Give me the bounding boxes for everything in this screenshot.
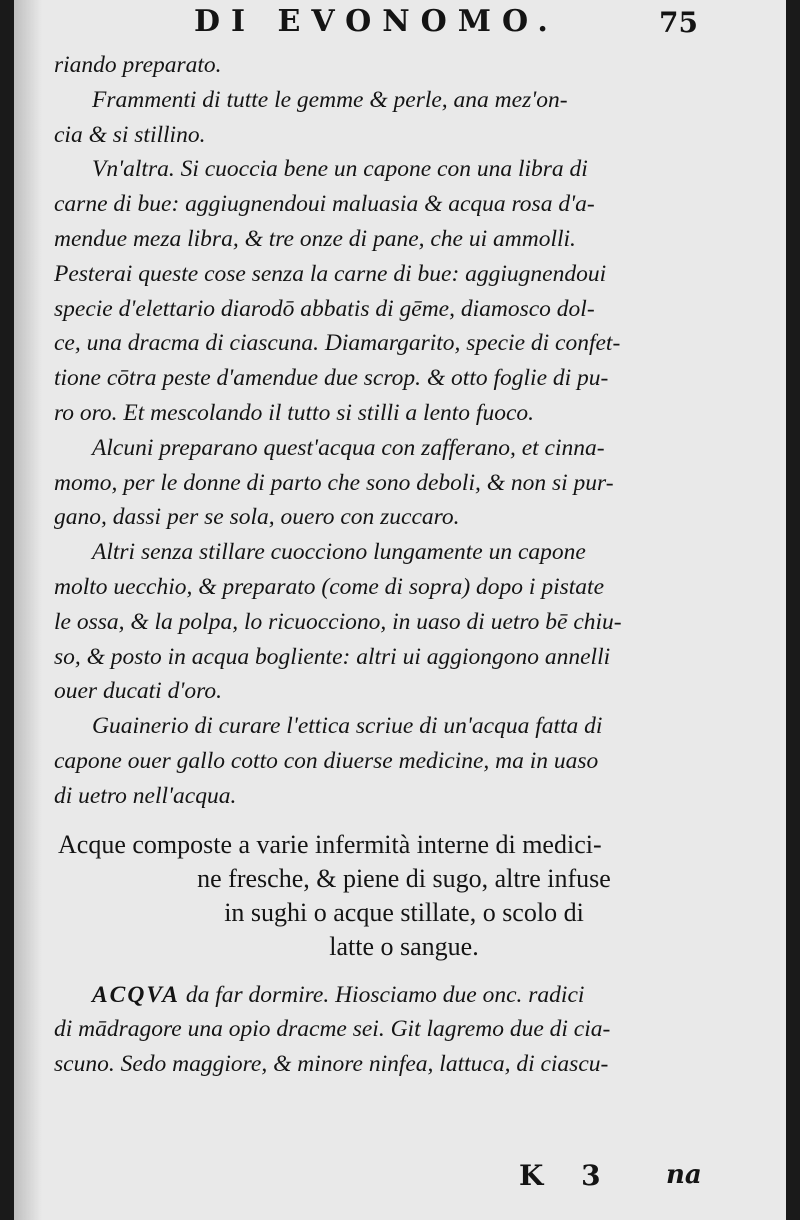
- text-line: Vn'altra. Si cuoccia bene un capone con una libra di: [92, 156, 588, 183]
- section-heading: [54, 828, 754, 964]
- text-line: le ossa, & la polpa, lo ricuocciono, in uaso di uetro bē chiu-: [54, 608, 622, 635]
- text-line: Alcuni preparano quest'acqua con zafferano, et cinna-: [92, 434, 605, 461]
- paragraph-altri: [54, 535, 754, 709]
- paragraph-guainerio: [54, 709, 754, 813]
- text-line: tione cōtra peste d'amendue due scrop. & otto foglie di pu-: [54, 365, 609, 392]
- text-line: so, & posto in acqua bogliente: altri ui aggiongono annelli: [54, 643, 611, 670]
- text-line: di mādragore una opio dracme sei. Git lagremo due di cia-: [54, 1016, 611, 1043]
- text-line: ce, una dracma di ciascuna. Diamargarito, specie di confet-: [54, 330, 621, 357]
- paragraph-vnaltra: [54, 152, 754, 430]
- text-line: molto uecchio, & preparato (come di sopra) dopo i pistate: [54, 573, 605, 600]
- text-line: capone ouer gallo cotto con diuerse medicine, ma in uaso: [54, 747, 599, 774]
- text-line: riando preparato.: [54, 52, 222, 78]
- text-line: [54, 978, 754, 1013]
- paragraph-continuation: [54, 48, 754, 83]
- text-line: ouer ducati d'oro.: [54, 678, 222, 705]
- text-line: Guainerio di curare l'ettica scriue di un'acqua fatta di: [92, 713, 603, 740]
- text-line: scuno. Sedo maggiore, & minore ninfea, lattuca, di ciascu-: [54, 1051, 609, 1078]
- text-line: Frammenti di tutte le gemme & perle, ana mez'on-: [92, 86, 568, 113]
- heading-line: in sughi o acque stillate, o scolo di: [224, 897, 584, 927]
- page-footer: [14, 1152, 786, 1192]
- page-header: [14, 0, 786, 46]
- text-line: carne di bue: aggiugnendoui maluasia & acqua rosa d'a-: [54, 191, 595, 218]
- text-line: di uetro nell'acqua.: [54, 782, 237, 809]
- heading-line: ne fresche, & piene di sugo, altre infuse: [197, 863, 611, 893]
- text-line: Altri senza stillare cuocciono lungamente un capone: [92, 539, 586, 566]
- paragraph-frammenti: [54, 83, 754, 153]
- text-line: specie d'elettario diarodō abbatis di gēme, diamosco dol-: [54, 295, 595, 322]
- paragraph-acqua: [54, 978, 754, 1082]
- body-text: [54, 48, 754, 1082]
- signature-mark: K 3: [519, 1159, 615, 1192]
- text-line: Pesterai queste cose senza la carne di bue: aggiugnendoui: [54, 260, 607, 287]
- paragraph-lead: ACQVA: [92, 981, 180, 1008]
- book-page: [14, 0, 786, 1220]
- paragraph-alcuni: [54, 431, 754, 535]
- heading-line: Acque composte a varie infermità interne di medici-: [58, 829, 602, 859]
- catchword: na: [666, 1160, 702, 1190]
- text-line: cia & si stillino.: [54, 121, 206, 148]
- running-title: DI EVONOMO.: [194, 4, 559, 39]
- heading-line: latte o sangue.: [329, 931, 479, 961]
- text-line: gano, dassi per se sola, ouero con zuccaro.: [54, 504, 460, 531]
- text-line: mendue meza libra, & tre onze di pane, che ui ammolli.: [54, 225, 576, 252]
- page-number: 75: [659, 6, 698, 39]
- text-line: ro oro. Et mescolando il tutto si stilli a lento fuoco.: [54, 399, 534, 426]
- lead-line-rest: da far dormire. Hiosciamo due onc. radici: [179, 981, 585, 1008]
- text-line: momo, per le donne di parto che sono deboli, & non si pur-: [54, 469, 614, 496]
